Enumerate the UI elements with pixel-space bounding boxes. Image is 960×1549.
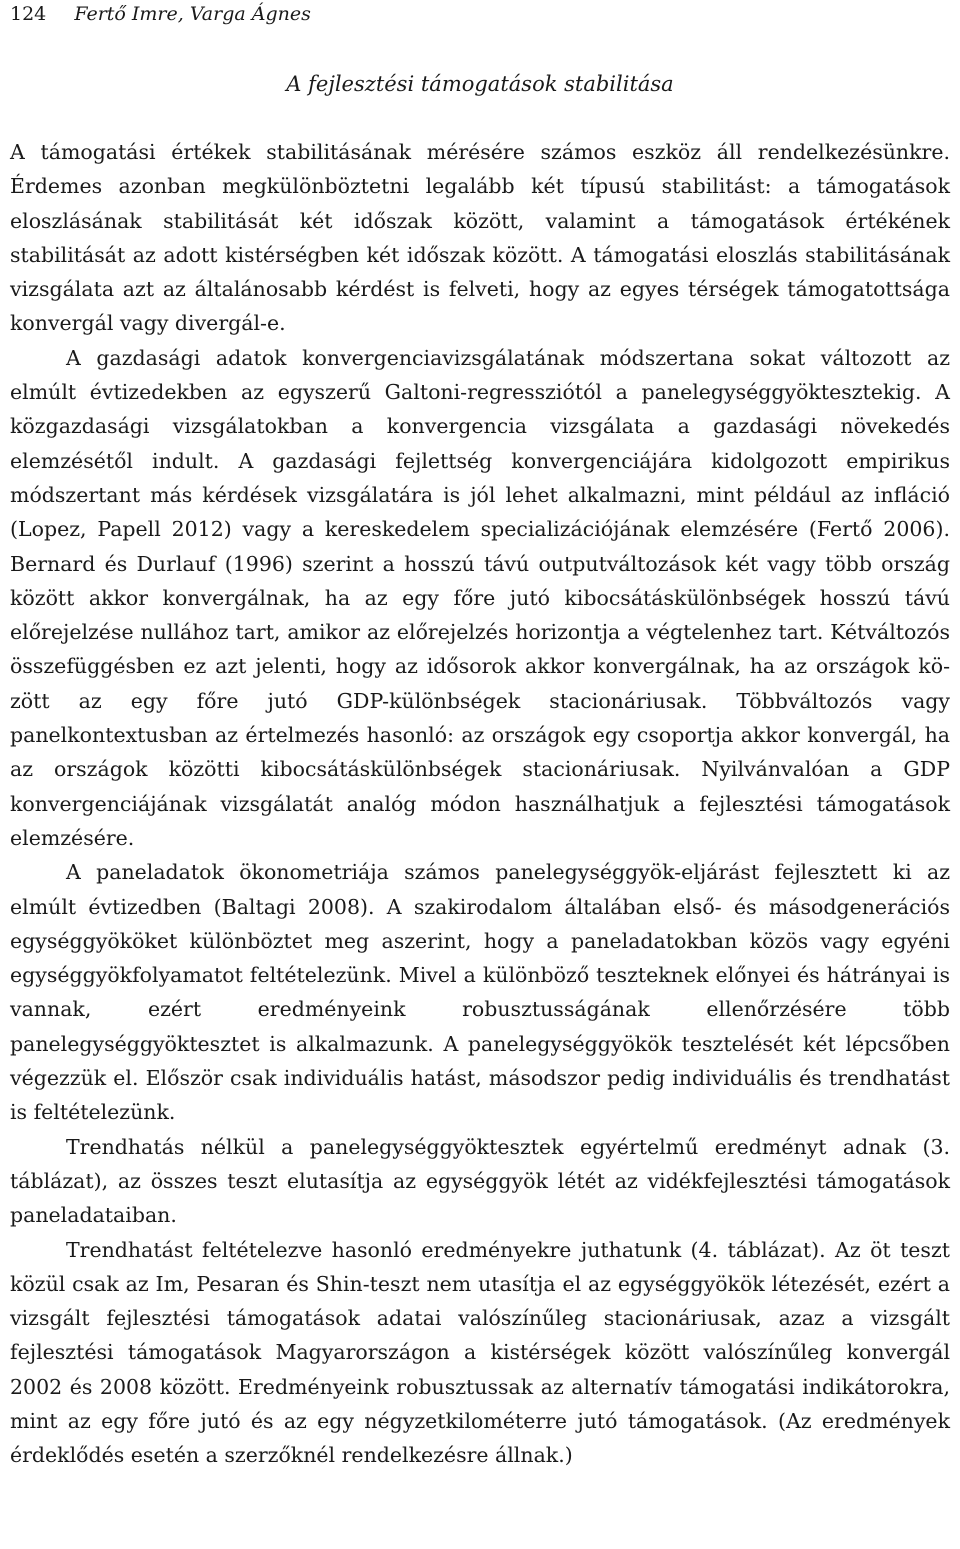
paragraph-2: A gazdasági adatok konvergenciavizsgálatának módszertana sokat változott az elmúlt évtizedekben az egyszerű Galtoni-regressziótól a panelegységgyöktesztekig. A közgazdasági vizsgálatokban a konvergencia vizsgálata a gazdasági növekedés elemzésétől indult. A gazdasági fejlettség konvergenciájára kidolgozott empirikus módszertant más kérdések vizsgálatára is jól lehet alkalmazni, mint például az infláció (Lopez, Papell 2012) vagy a kereskedelem specializációjának elemzésére (Fertő 2006). Bernard és Durlauf (1996) szerint a hosszú távú outputváltozások két vagy több ország között akkor konvergálnak, ha az egy főre jutó kibocsátáskülönbségek hosszú távú előrejelzése nullához tart, amikor az előrejelzés horizontja a végtelenhez tart. Kétváltozós összefüggésben ez azt jelenti, hogy az idősorok akkor konvergálnak, ha az országok között az egy főre jutó GDP-különbségek stacionáriusak. Többváltozós vagy panelkontextusban az értelmezés hasonló: az országok egy csoportja akkor konvergál, ha az országok közötti kibocsátáskülönbségek stacionáriusak. Nyilvánvalóan a GDP konvergenciájának vizsgálatát analóg módon használhatjuk a fejlesztési támogatások elemzésére. — [10, 345, 950, 850]
body-text — [10, 135, 950, 1473]
page-number: 124 — [10, 3, 47, 25]
paragraph-4: Trendhatás nélkül a panelegységgyöktesztek egyértelmű eredményt adnak (3. táblázat), az összes teszt elutasítja az egységgyök létét az vidékfejlesztési támogatások paneladataiban. — [10, 1134, 950, 1228]
running-head — [10, 2, 311, 26]
paragraph-3: A paneladatok ökonometriája számos panelegységgyök-eljárást fejlesztett ki az elmúlt évtizedben (Baltagi 2008). A szakirodalom általában első- és másodgenerációs egységgyököket különböztet meg aszerint, hogy a paneladatokban közös vagy egyéni egységgyökfolyamatot feltételezünk. Mivel a különböző teszteknek előnyei és hátrányai is vannak, ezért eredményeink robusztusságának ellenőrzésére több panelegységgyöktesztet is alkalmazunk. A panelegységgyökök tesztelését két lépcsőben végezzük el. Először csak individuális hatást, másodszor pedig individuális és trendhatást is feltételezünk. — [10, 860, 950, 1125]
running-head-authors: Fertő Imre, Varga Ágnes — [74, 3, 311, 25]
paragraph-1: A támogatási értékek stabilitásának mérésére számos eszköz áll rendelkezésünkre. Érdemes azonban megkülönböztetni legalább két típusú stabilitást: a támogatások eloszlásának stabilitását két időszak között, valamint a támogatások értékének stabilitását az adott kistérségben két időszak között. A támogatási eloszlás stabilitásának vizsgálata azt az általánosabb kérdést is felveti, hogy az egyes térségek támogatottsága konvergál vagy divergál-e. — [10, 140, 950, 336]
paragraph-5: Trendhatást feltételezve hasonló eredményekre juthatunk (4. táblázat). Az öt teszt közül csak az Im, Pesaran és Shin-teszt nem utasítja el az egységgyökök létezését, ezért a vizsgált fejlesztési támogatások adatai valószínűleg stacionáriusak, azaz a vizsgált fejlesztési támogatások Magyarországon a kistérségek között valószínűleg konvergál 2002 és 2008 között. Eredményeink robusztussak az alternatív támogatási indikátorokra, mint az egy főre jutó és az egy négyzetkilométerre jutó támogatások. (Az eredmények érdeklődés esetén a szerzőknél rendelkezésre állnak.) — [10, 1237, 950, 1468]
section-title: A fejlesztési támogatások stabilitása — [286, 72, 674, 96]
